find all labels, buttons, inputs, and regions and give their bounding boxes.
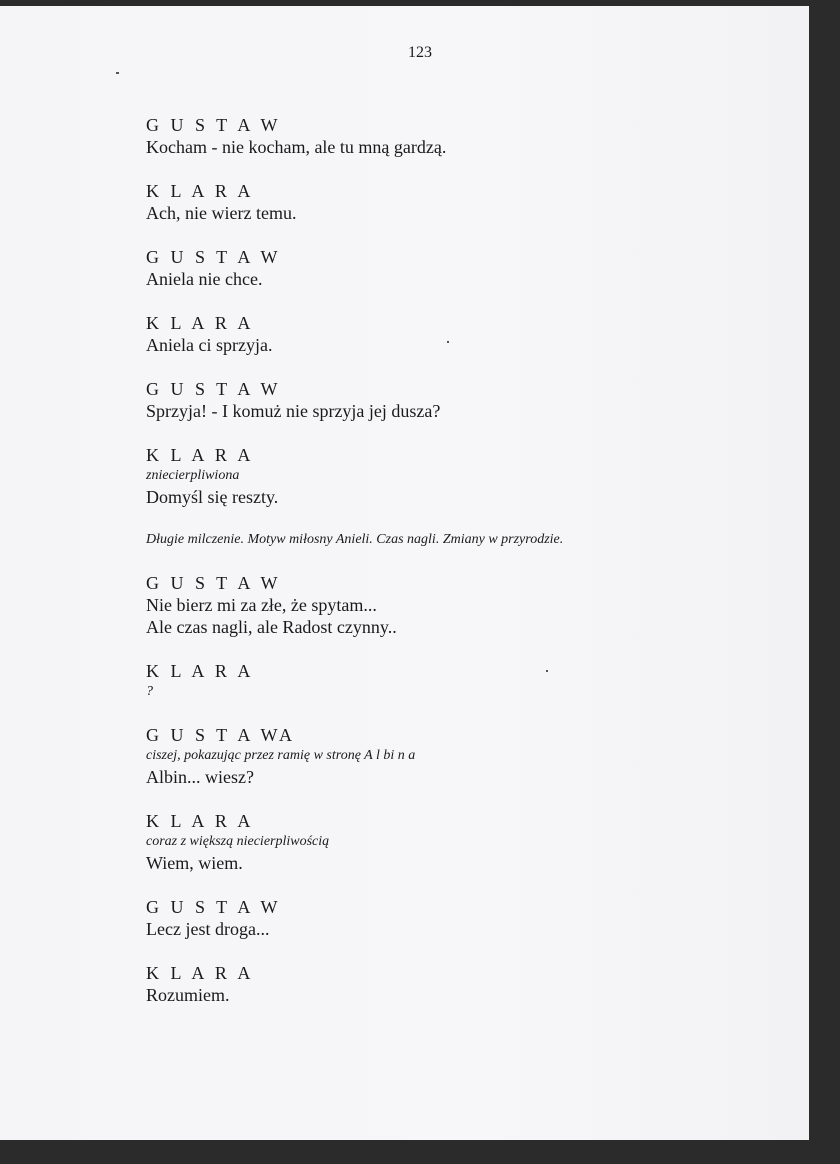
page-number: 123: [408, 44, 432, 61]
scan-speck: [116, 72, 119, 74]
scan-speck: [447, 341, 449, 343]
dialogue-line: Albin... wiesz?: [146, 767, 254, 787]
speaker-name: K L A R A: [146, 445, 254, 465]
speaker-name: G U S T A W: [146, 379, 282, 399]
speech-block: [146, 660, 766, 702]
speech-block: [146, 896, 766, 940]
dialogue-line: Sprzyja! - I komuż nie sprzyja jej dusza?: [146, 401, 441, 421]
dialogue-line: Domyśl się reszty.: [146, 487, 279, 507]
speaker-name: G U S T A WA: [146, 725, 296, 745]
dialogue-content: [146, 114, 766, 1028]
speaker-name: K L A R A: [146, 811, 254, 831]
dialogue-line: Nie bierz mi za złe, że spytam...: [146, 595, 377, 615]
speech-block: [146, 312, 766, 356]
speaker-name: G U S T A W: [146, 115, 282, 135]
dialogue-line: Lecz jest droga...: [146, 919, 270, 939]
speaker-name: K L A R A: [146, 181, 254, 201]
dialogue-line: Kocham - nie kocham, ale tu mną gardzą.: [146, 137, 447, 157]
speech-block: [146, 378, 766, 422]
speaker-name: K L A R A: [146, 313, 254, 333]
speaker-direction: coraz z większą niecierpliwością: [146, 834, 330, 849]
dialogue-line: Ach, nie wierz temu.: [146, 203, 297, 223]
speaker-name: G U S T A W: [146, 247, 282, 267]
dialogue-line: Aniela ci sprzyja.: [146, 335, 273, 355]
speaker-name: G U S T A W: [146, 573, 282, 593]
stage-direction: Długie milczenie. Motyw miłosny Anieli. Czas nagli. Zmiany w przyrodzie.: [146, 532, 564, 547]
dialogue-line: Aniela nie chce.: [146, 269, 263, 289]
speech-block: [146, 572, 766, 638]
speech-block: [146, 724, 766, 788]
dialogue-line: Wiem, wiem.: [146, 853, 243, 873]
speech-block: [146, 810, 766, 874]
speech-block: [146, 444, 766, 508]
speech-block: [146, 246, 766, 290]
dialogue-line: Ale czas nagli, ale Radost czynny..: [146, 617, 397, 637]
dialogue-line: Rozumiem.: [146, 985, 230, 1005]
speaker-name: G U S T A W: [146, 897, 282, 917]
speaker-name: K L A R A: [146, 963, 254, 983]
speaker-direction: zniecierpliwiona: [146, 468, 240, 483]
document-page: [0, 6, 809, 1140]
speech-block: [146, 962, 766, 1006]
scan-speck: [546, 670, 548, 672]
speaker-direction: ciszej, pokazując przez ramię w stronę A l bi n a: [146, 748, 416, 763]
speech-block: [146, 114, 766, 158]
speaker-direction: ?: [146, 684, 153, 699]
speech-block: [146, 180, 766, 224]
speaker-name: K L A R A: [146, 661, 254, 681]
